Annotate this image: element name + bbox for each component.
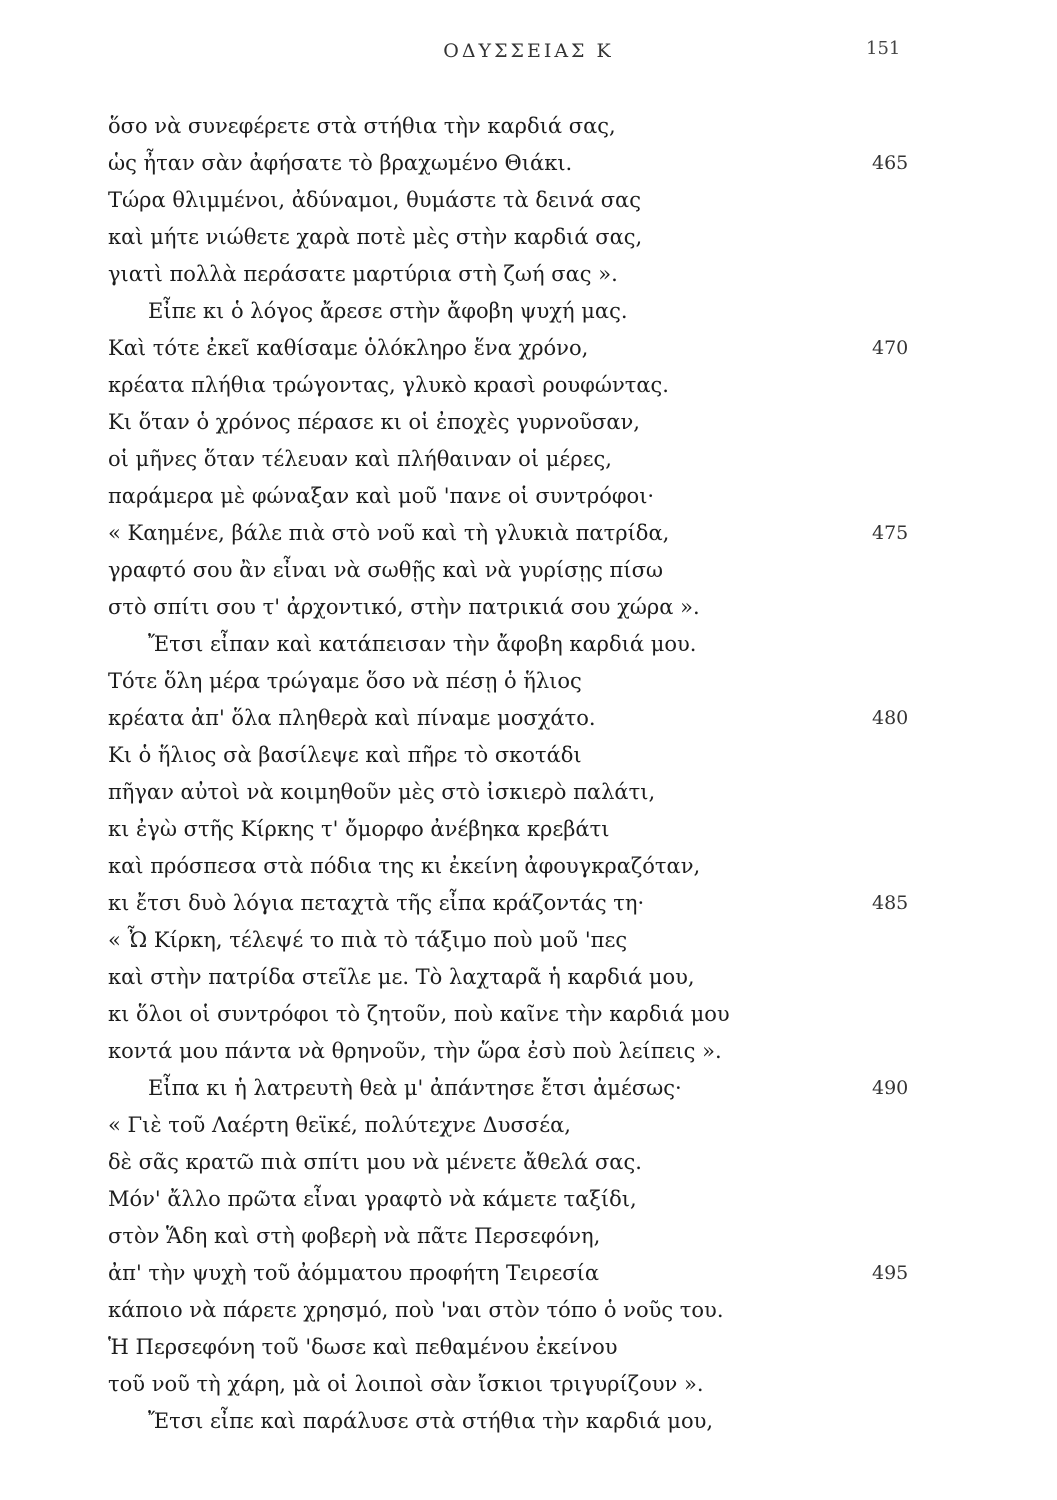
verse-line — [0, 1070, 1057, 1107]
verse-line — [0, 663, 1057, 700]
verse-line — [0, 589, 1057, 626]
verse-line — [0, 1107, 1057, 1144]
line-number: 470 — [872, 337, 909, 359]
verse-text: Μόν' ἄλλο πρῶτα εἶναι γραφτὸ νὰ κάμετε ταξίδι, — [108, 1187, 637, 1211]
verse-text: δὲ σᾶς κρατῶ πιὰ σπίτι μου νὰ μένετε ἄθελά σας. — [108, 1150, 642, 1174]
verse-line — [0, 996, 1057, 1033]
verse-text: Κι ὁ ἥλιος σὰ βασίλεψε καὶ πῆρε τὸ σκοτάδι — [108, 743, 582, 767]
verse-line — [0, 848, 1057, 885]
verse-text: Εἶπα κι ἡ λατρευτὴ θεὰ μ' ἀπάντησε ἔτσι ἀμέσως· — [148, 1076, 682, 1100]
verse-text: Εἶπε κι ὁ λόγος ἄρεσε στὴν ἄφοβη ψυχή μας. — [148, 299, 628, 323]
verse-text: ὡς ἦταν σὰν ἀφήσατε τὸ βραχωμένο Θιάκι. — [108, 151, 573, 175]
verse-line — [0, 1403, 1057, 1440]
verse-line — [0, 293, 1057, 330]
verse-text: κι ὅλοι οἱ συντρόφοι τὸ ζητοῦν, ποὺ καῖνε τὴν καρδιά μου — [108, 1002, 730, 1026]
verse-text: στὸν Ἅδη καὶ στὴ φοβερὴ νὰ πᾶτε Περσεφόνη, — [108, 1224, 601, 1248]
verse-text: Κι ὅταν ὁ χρόνος πέρασε κι οἱ ἐποχὲς γυρνοῦσαν, — [108, 410, 640, 434]
verse-line — [0, 774, 1057, 811]
verse-line — [0, 441, 1057, 478]
verse-text: Ἡ Περσεφόνη τοῦ 'δωσε καὶ πεθαμένου ἐκείνου — [108, 1335, 618, 1359]
verse-line — [0, 478, 1057, 515]
verse-line — [0, 626, 1057, 663]
verse-text: κρέατα ἀπ' ὅλα πληθερὰ καὶ πίναμε μοσχάτο. — [108, 706, 596, 730]
verse-line — [0, 367, 1057, 404]
verse-line — [0, 700, 1057, 737]
verse-text: καὶ πρόσπεσα στὰ πόδια της κι ἐκείνη ἀφουγκραζόταν, — [108, 854, 701, 878]
running-head: ΟΔΥΣΣΕΙΑΣ Κ — [443, 40, 614, 62]
verse-line — [0, 108, 1057, 145]
verse-line — [0, 1144, 1057, 1181]
verse-line — [0, 145, 1057, 182]
verse-text: « Καημένε, βάλε πιὰ στὸ νοῦ καὶ τὴ γλυκιὰ πατρίδα, — [108, 521, 670, 545]
verse-text: γιατὶ πολλὰ περάσατε μαρτύρια στὴ ζωή σας ». — [108, 262, 618, 286]
verse-text: Τότε ὅλη μέρα τρώγαμε ὅσο νὰ πέσῃ ὁ ἥλιος — [108, 669, 582, 693]
verse-text: κοντά μου πάντα νὰ θρηνοῦν, τὴν ὥρα ἐσὺ ποὺ λείπεις ». — [108, 1039, 722, 1063]
verse-line — [0, 737, 1057, 774]
verse-text: παράμερα μὲ φώναξαν καὶ μοῦ 'πανε οἱ συντρόφοι· — [108, 484, 655, 508]
verse-line — [0, 515, 1057, 552]
verse-line — [0, 1366, 1057, 1403]
verse-text: κρέατα πλήθια τρώγοντας, γλυκὸ κρασὶ ρουφώντας. — [108, 373, 669, 397]
verse-text: πῆγαν αὐτοὶ νὰ κοιμηθοῦν μὲς στὸ ἰσκιερὸ παλάτι, — [108, 780, 656, 804]
verse-text: καὶ στὴν πατρίδα στεῖλε με. Τὸ λαχταρᾶ ἡ καρδιά μου, — [108, 965, 695, 989]
verse-text: οἱ μῆνες ὅταν τέλευαν καὶ πλήθαιναν οἱ μέρες, — [108, 447, 612, 471]
verse-text: Ἔτσι εἶπε καὶ παράλυσε στὰ στήθια τὴν καρδιά μου, — [148, 1409, 714, 1433]
verse-line — [0, 1255, 1057, 1292]
verse-line — [0, 182, 1057, 219]
verse-text: κι ἐγὼ στῆς Κίρκης τ' ὄμορφο ἀνέβηκα κρεβάτι — [108, 817, 610, 841]
verse-text: « Ὦ Κίρκη, τέλεψέ το πιὰ τὸ τάξιμο ποὺ μοῦ 'πες — [108, 928, 628, 952]
verse-text: Ἔτσι εἶπαν καὶ κατάπεισαν τὴν ἄφοβη καρδιά μου. — [148, 632, 697, 656]
verse-line — [0, 811, 1057, 848]
verse-line — [0, 922, 1057, 959]
verse-line — [0, 256, 1057, 293]
verse-line — [0, 959, 1057, 996]
line-number: 495 — [872, 1262, 909, 1284]
verse-line — [0, 404, 1057, 441]
verse-line — [0, 1218, 1057, 1255]
verse-text: « Γιὲ τοῦ Λαέρτη θεϊκέ, πολύτεχνε Δυσσέα, — [108, 1113, 571, 1137]
line-number: 475 — [872, 522, 909, 544]
verse-line — [0, 1292, 1057, 1329]
verse-text: Τώρα θλιμμένοι, ἀδύναμοι, θυμάστε τὰ δεινά σας — [108, 188, 641, 212]
verse-line — [0, 885, 1057, 922]
verse-text: ἀπ' τὴν ψυχὴ τοῦ ἀόμματου προφήτη Τειρεσία — [108, 1261, 600, 1285]
verse-line — [0, 1329, 1057, 1366]
verse-text: ὅσο νὰ συνεφέρετε στὰ στήθια τὴν καρδιά σας, — [108, 114, 616, 138]
page-number: 151 — [866, 38, 901, 59]
verse-text: στὸ σπίτι σου τ' ἀρχοντικό, στὴν πατρικιά σου χώρα ». — [108, 595, 700, 619]
line-number: 485 — [872, 892, 909, 914]
line-number: 480 — [872, 707, 909, 729]
line-number: 490 — [872, 1077, 909, 1099]
line-number: 465 — [872, 152, 909, 174]
verse-line — [0, 1181, 1057, 1218]
verse-line — [0, 330, 1057, 367]
verse-text: Καὶ τότε ἐκεῖ καθίσαμε ὁλόκληρο ἕνα χρόνο, — [108, 336, 589, 360]
verse-text: τοῦ νοῦ τὴ χάρη, μὰ οἱ λοιποὶ σὰν ἴσκιοι τριγυρίζουν ». — [108, 1372, 704, 1396]
verse-text: καὶ μήτε νιώθετε χαρὰ ποτὲ μὲς στὴν καρδιά σας, — [108, 225, 643, 249]
verse-text: κι ἔτσι δυὸ λόγια πεταχτὰ τῆς εἶπα κράζοντάς τη· — [108, 891, 645, 915]
verse-text: κάποιο νὰ πάρετε χρησμό, ποὺ 'ναι στὸν τόπο ὁ νοῦς του. — [108, 1298, 724, 1322]
verse-line — [0, 219, 1057, 256]
verse-text: γραφτό σου ἂν εἶναι νὰ σωθῇς καὶ νὰ γυρίσῃς πίσω — [108, 558, 664, 582]
verse-block — [0, 108, 1057, 1440]
verse-line — [0, 552, 1057, 589]
verse-line — [0, 1033, 1057, 1070]
